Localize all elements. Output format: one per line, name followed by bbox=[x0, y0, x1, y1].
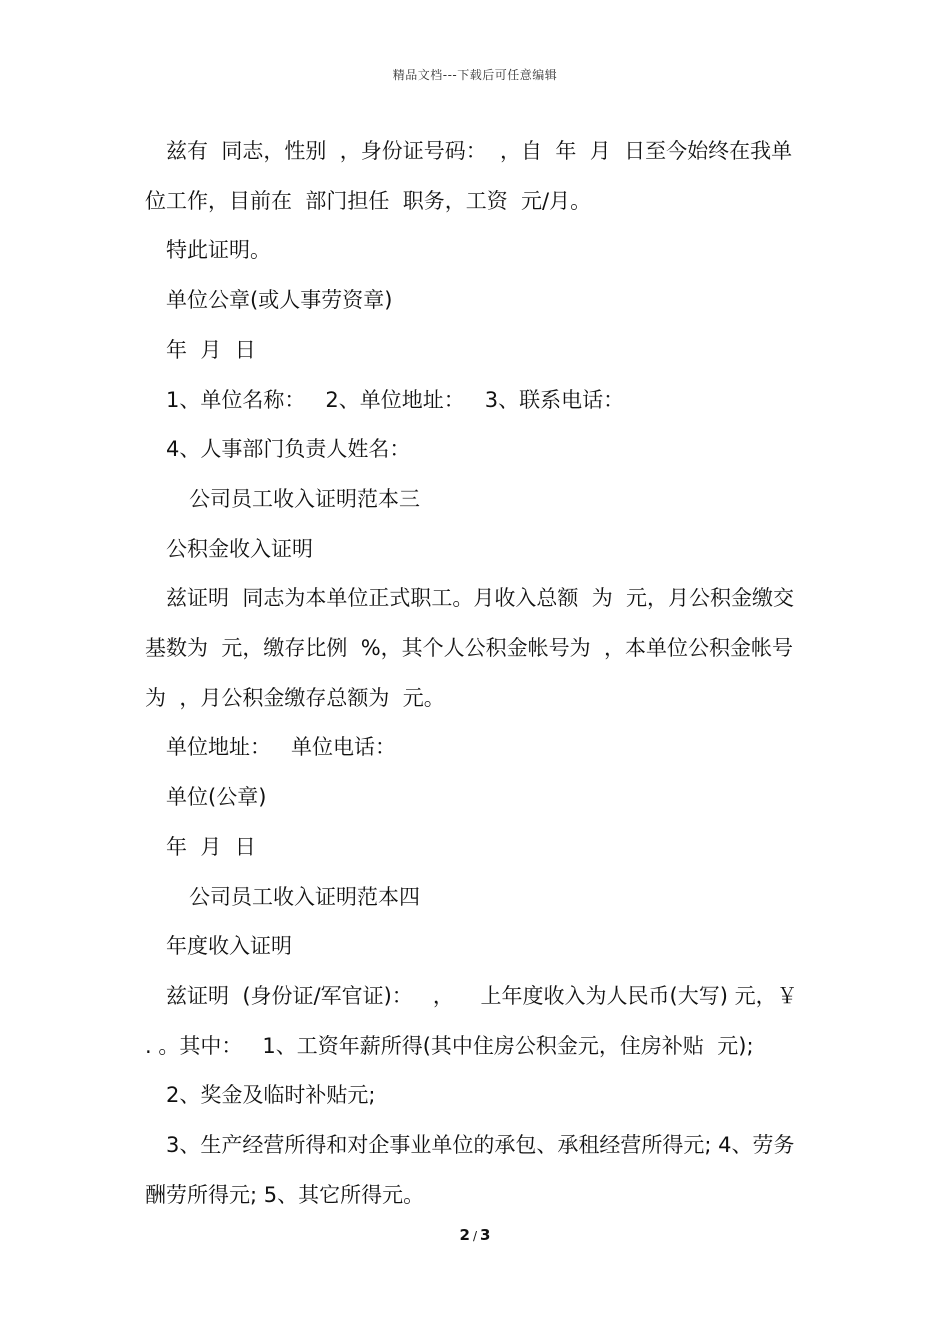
paragraph-unit-address-phone: 单位地址： 单位电话： bbox=[166, 735, 397, 760]
paragraph-hereby-certify: 特此证明。 bbox=[166, 238, 271, 263]
paragraph-bonus: 2、奖金及临时补贴元; bbox=[166, 1083, 376, 1108]
section-title-housing-fund: 公积金收入证明 bbox=[166, 536, 313, 561]
section-title-annual-income: 年度收入证明 bbox=[166, 934, 292, 959]
paragraph-housing-fund: 兹证明 同志为本单位正式职工。月收入总额 为 元，月公积金缴交基数为 元，缴存比例 %，其个人公积金帐号为 ，本单位公积金帐号为 ，月公积金缴存总额为 元。 bbox=[145, 586, 795, 710]
page-separator: / bbox=[472, 1229, 478, 1243]
paragraph-unit-info: 1、单位名称： 2、单位地址： 3、联系电话： bbox=[166, 387, 625, 412]
document-body bbox=[145, 127, 810, 1220]
paragraph-certification: 兹有 同志，性别 ，身份证号码： ，自 年 月 日至今始终在我单位工作，目前在 部门担任 职务，工资 元/月。 bbox=[145, 139, 793, 213]
paragraph-seal: 单位公章(或人事劳资章) bbox=[166, 288, 393, 313]
paragraph-date: 年 月 日 bbox=[166, 337, 256, 362]
section-heading-template-four: 公司员工收入证明范本四 bbox=[189, 884, 420, 909]
paragraph-annual-income: 兹证明 (身份证/军官证)： ， 上年度收入为人民币(大写) 元，￥ . 。其中： 1、工资年薪所得(其中住房公积金元，住房补贴 元); bbox=[145, 983, 805, 1058]
total-pages: 3 bbox=[480, 1226, 491, 1244]
paragraph-unit-seal: 单位(公章) bbox=[166, 785, 267, 810]
current-page: 2 bbox=[459, 1226, 470, 1244]
paragraph-date-2: 年 月 日 bbox=[166, 834, 256, 859]
paragraph-hr-contact: 4、人事部门负责人姓名： bbox=[166, 437, 411, 462]
paragraph-other-income: 3、生产经营所得和对企事业单位的承包、承租经营所得元; 4、劳务酬劳所得元; 5、其它所得元。 bbox=[145, 1133, 795, 1207]
page-number bbox=[0, 1226, 950, 1244]
section-heading-template-three: 公司员工收入证明范本三 bbox=[189, 486, 420, 511]
page-header: 精品文档---下载后可任意编辑 bbox=[392, 68, 558, 82]
